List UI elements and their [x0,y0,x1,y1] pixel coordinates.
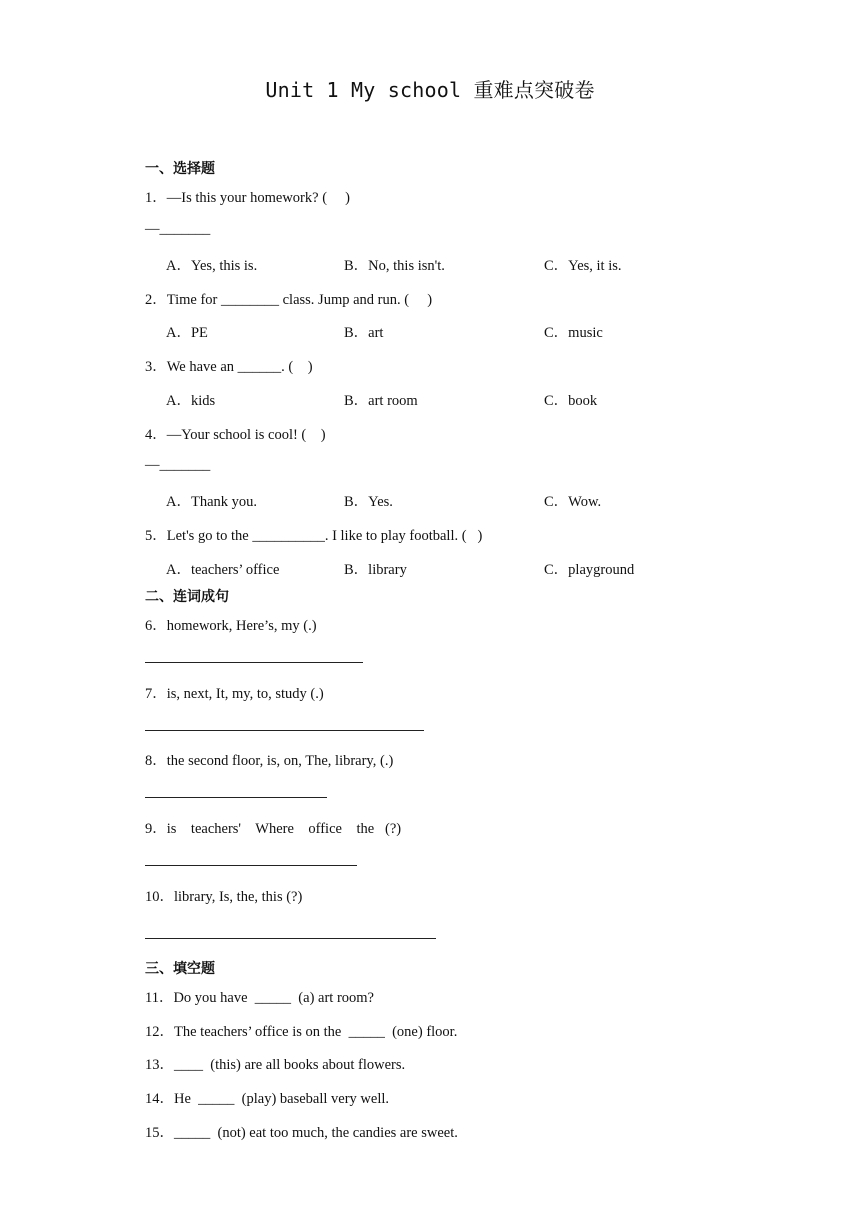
question-5-option-c: C．playground [544,562,635,578]
question-8: 8．the second floor, is, on, The, library, (.) [145,753,394,769]
question-2: 2．Time for ________ class. Jump and run. ( ) [145,292,433,308]
question-11: 11．Do you have _____ (a) art room? [145,990,374,1006]
question-12: 12．The teachers’ office is on the _____ (one) floor. [145,1024,458,1040]
section-heading-multiple-choice: 一、选择题 [145,161,215,177]
answer-line-10 [145,938,436,939]
question-4: 4．—Your school is cool! ( ) [145,427,326,443]
question-4-option-c: C．Wow. [544,494,602,510]
question-1-reply: —_______ [145,221,211,237]
question-14: 14．He _____ (play) baseball very well. [145,1091,390,1107]
answer-line-9 [145,865,357,866]
question-15: 15．_____ (not) eat too much, the candies are sweet. [145,1125,458,1141]
answer-line-6 [145,662,363,663]
question-3-option-c: C．book [544,393,598,409]
question-1: 1．—Is this your homework? ( ) [145,190,350,206]
page-title: Unit 1 My school 重难点突破卷 [265,78,595,102]
question-1-option-a: A．Yes, this is. [166,258,258,274]
question-5: 5．Let's go to the __________. I like to play football. ( ) [145,528,483,544]
question-4-option-a: A．Thank you. [166,494,258,510]
question-2-option-c: C．music [544,325,603,341]
question-3-option-a: A．kids [166,393,216,409]
question-3-option-b: B．art room [344,393,418,409]
answer-line-8 [145,797,327,798]
question-5-option-a: A．teachers’ office [166,562,280,578]
question-9: 9．is teachers' Where office the (?) [145,821,402,837]
section-heading-fill-in: 三、填空题 [145,961,215,977]
question-6: 6．homework, Here’s, my (.) [145,618,317,634]
question-4-option-b: B．Yes. [344,494,393,510]
question-4-reply: —_______ [145,457,211,473]
question-1-option-c: C．Yes, it is. [544,258,622,274]
question-13: 13．____ (this) are all books about flowers. [145,1057,406,1073]
question-1-option-b: B．No, this isn't. [344,258,445,274]
question-7: 7．is, next, It, my, to, study (.) [145,686,324,702]
answer-line-7 [145,730,424,731]
question-5-option-b: B．library [344,562,407,578]
question-2-option-b: B．art [344,325,384,341]
question-3: 3．We have an ______. ( ) [145,359,313,375]
section-heading-sentence-ordering: 二、连词成句 [145,589,229,605]
question-2-option-a: A．PE [166,325,208,341]
question-10: 10．library, Is, the, this (?) [145,889,303,905]
